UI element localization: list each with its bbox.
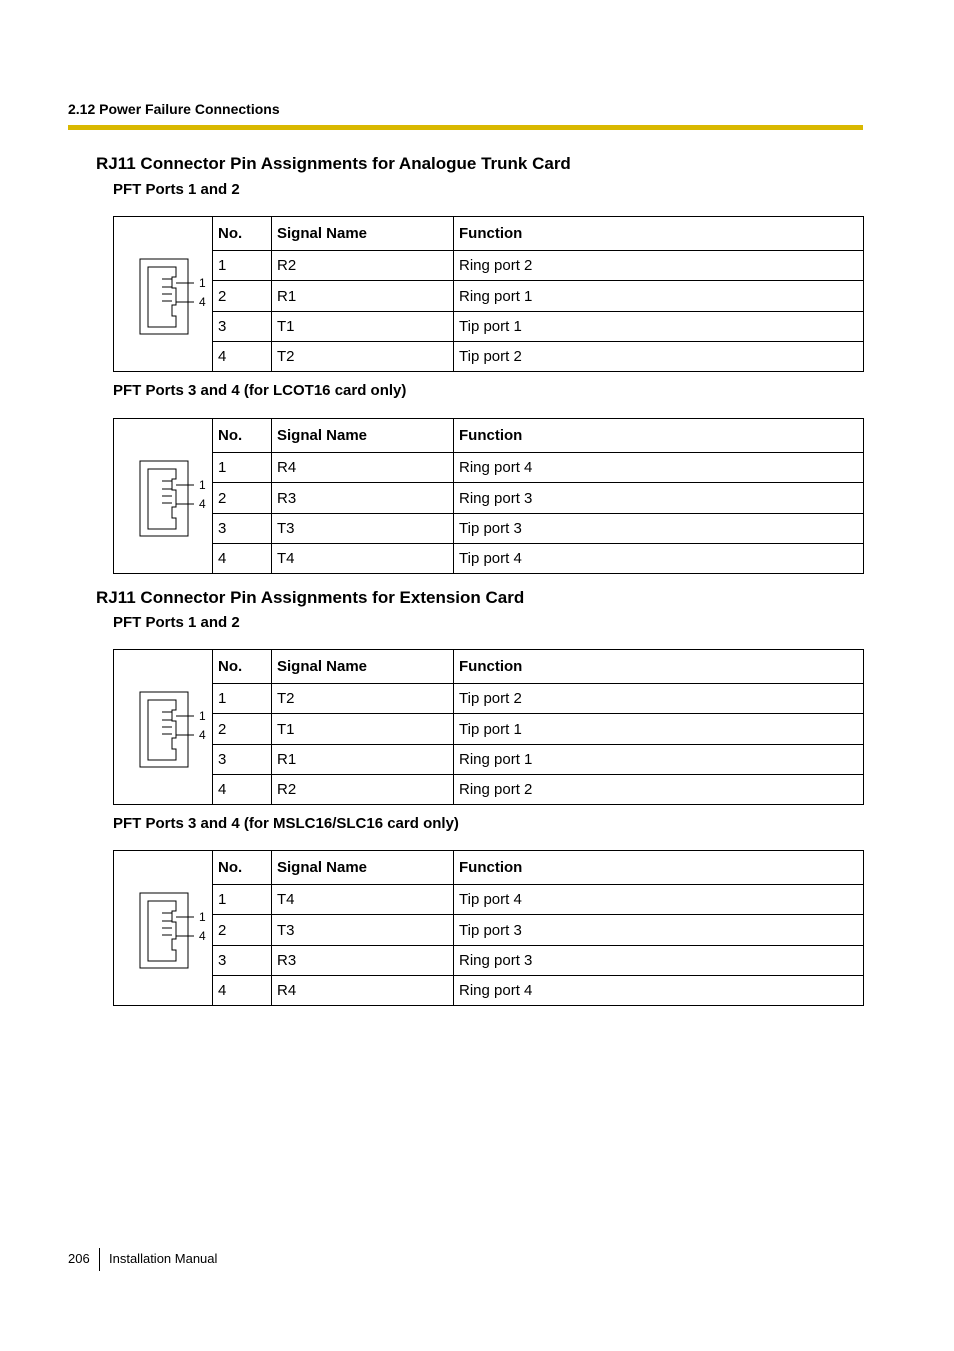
- function: Tip port 2: [454, 684, 864, 714]
- connector-diagram: [114, 851, 213, 1006]
- table-header-row: [114, 419, 864, 453]
- pin-number: 4: [213, 774, 272, 804]
- header-rule: [68, 125, 863, 130]
- subheading-table-3: PFT Ports 1 and 2: [113, 614, 240, 631]
- pin-number: 4: [213, 341, 272, 371]
- signal-name: T1: [272, 714, 454, 744]
- signal-name: T2: [272, 684, 454, 714]
- signal-name: R1: [272, 744, 454, 774]
- pin-number: 2: [213, 483, 272, 513]
- pin-1-label: 1: [199, 910, 206, 924]
- subheading-table-1: PFT Ports 1 and 2: [113, 181, 240, 198]
- signal-name: R2: [272, 251, 454, 281]
- signal-name: R2: [272, 774, 454, 804]
- function: Ring port 4: [454, 975, 864, 1005]
- connector-diagram: [114, 217, 213, 372]
- pin-number: 3: [213, 311, 272, 341]
- function: Tip port 2: [454, 341, 864, 371]
- signal-name: R4: [272, 453, 454, 483]
- col-header-function: Function: [454, 851, 864, 885]
- function: Tip port 1: [454, 714, 864, 744]
- function: Tip port 1: [454, 311, 864, 341]
- heading-trunk-card: RJ11 Connector Pin Assignments for Analogue Trunk Card: [96, 154, 571, 173]
- function: Ring port 2: [454, 774, 864, 804]
- pin-number: 3: [213, 945, 272, 975]
- connector-diagram: [114, 650, 213, 805]
- pin-table-4: [113, 850, 864, 1006]
- table-row: [114, 975, 864, 1005]
- col-header-signal: Signal Name: [272, 650, 454, 684]
- pin-table-3: [113, 649, 864, 805]
- pin-1-label: 1: [199, 478, 206, 492]
- signal-name: R4: [272, 975, 454, 1005]
- function: Tip port 4: [454, 885, 864, 915]
- page-number: 206: [68, 1251, 90, 1266]
- rj11-connector-icon: [114, 650, 212, 800]
- col-header-function: Function: [454, 419, 864, 453]
- subheading-table-4: PFT Ports 3 and 4 (for MSLC16/SLC16 card only): [113, 815, 459, 832]
- col-header-signal: Signal Name: [272, 419, 454, 453]
- signal-name: R1: [272, 281, 454, 311]
- section-header: 2.12 Power Failure Connections: [68, 101, 280, 117]
- table-row: [114, 513, 864, 543]
- pin-number: 2: [213, 281, 272, 311]
- pin-number: 1: [213, 885, 272, 915]
- table-row: [114, 543, 864, 573]
- pin-number: 2: [213, 714, 272, 744]
- signal-name: T3: [272, 915, 454, 945]
- pin-number: 2: [213, 915, 272, 945]
- table-row: [114, 945, 864, 975]
- table-row: [114, 744, 864, 774]
- table-row: [114, 281, 864, 311]
- signal-name: T1: [272, 311, 454, 341]
- table-row: [114, 885, 864, 915]
- pin-4-label: 4: [199, 929, 206, 943]
- table-header-row: [114, 217, 864, 251]
- function: Ring port 1: [454, 744, 864, 774]
- table-row: [114, 483, 864, 513]
- pin-number: 4: [213, 975, 272, 1005]
- pin-table-1: [113, 216, 864, 372]
- col-header-no: No.: [213, 650, 272, 684]
- pin-number: 3: [213, 513, 272, 543]
- signal-name: T3: [272, 513, 454, 543]
- col-header-function: Function: [454, 217, 864, 251]
- table-row: [114, 774, 864, 804]
- col-header-signal: Signal Name: [272, 851, 454, 885]
- subheading-table-2: PFT Ports 3 and 4 (for LCOT16 card only): [113, 382, 407, 399]
- function: Ring port 3: [454, 483, 864, 513]
- manual-title: Installation Manual: [109, 1251, 218, 1266]
- signal-name: R3: [272, 483, 454, 513]
- pin-number: 4: [213, 543, 272, 573]
- function: Tip port 4: [454, 543, 864, 573]
- table-row: [114, 684, 864, 714]
- function: Ring port 1: [454, 281, 864, 311]
- pin-4-label: 4: [199, 497, 206, 511]
- function: Tip port 3: [454, 513, 864, 543]
- table-row: [114, 311, 864, 341]
- rj11-connector-icon: [114, 419, 212, 569]
- table-header-row: [114, 851, 864, 885]
- col-header-signal: Signal Name: [272, 217, 454, 251]
- rj11-connector-icon: [114, 851, 212, 1001]
- col-header-no: No.: [213, 851, 272, 885]
- function: Ring port 4: [454, 453, 864, 483]
- footer-divider: [99, 1248, 100, 1271]
- rj11-connector-icon: [114, 217, 212, 367]
- pin-4-label: 4: [199, 295, 206, 309]
- signal-name: R3: [272, 945, 454, 975]
- pin-table-2: [113, 418, 864, 574]
- signal-name: T2: [272, 341, 454, 371]
- function: Ring port 3: [454, 945, 864, 975]
- table-header-row: [114, 650, 864, 684]
- pin-number: 1: [213, 453, 272, 483]
- signal-name: T4: [272, 543, 454, 573]
- table-row: [114, 251, 864, 281]
- pin-1-label: 1: [199, 709, 206, 723]
- pin-4-label: 4: [199, 728, 206, 742]
- signal-name: T4: [272, 885, 454, 915]
- heading-extension-card: RJ11 Connector Pin Assignments for Extension Card: [96, 588, 525, 607]
- pin-number: 1: [213, 251, 272, 281]
- col-header-no: No.: [213, 217, 272, 251]
- function: Tip port 3: [454, 915, 864, 945]
- pin-number: 1: [213, 684, 272, 714]
- table-row: [114, 915, 864, 945]
- col-header-no: No.: [213, 419, 272, 453]
- col-header-function: Function: [454, 650, 864, 684]
- pin-number: 3: [213, 744, 272, 774]
- function: Ring port 2: [454, 251, 864, 281]
- table-row: [114, 341, 864, 371]
- table-row: [114, 453, 864, 483]
- pin-1-label: 1: [199, 276, 206, 290]
- connector-diagram: [114, 419, 213, 574]
- table-row: [114, 714, 864, 744]
